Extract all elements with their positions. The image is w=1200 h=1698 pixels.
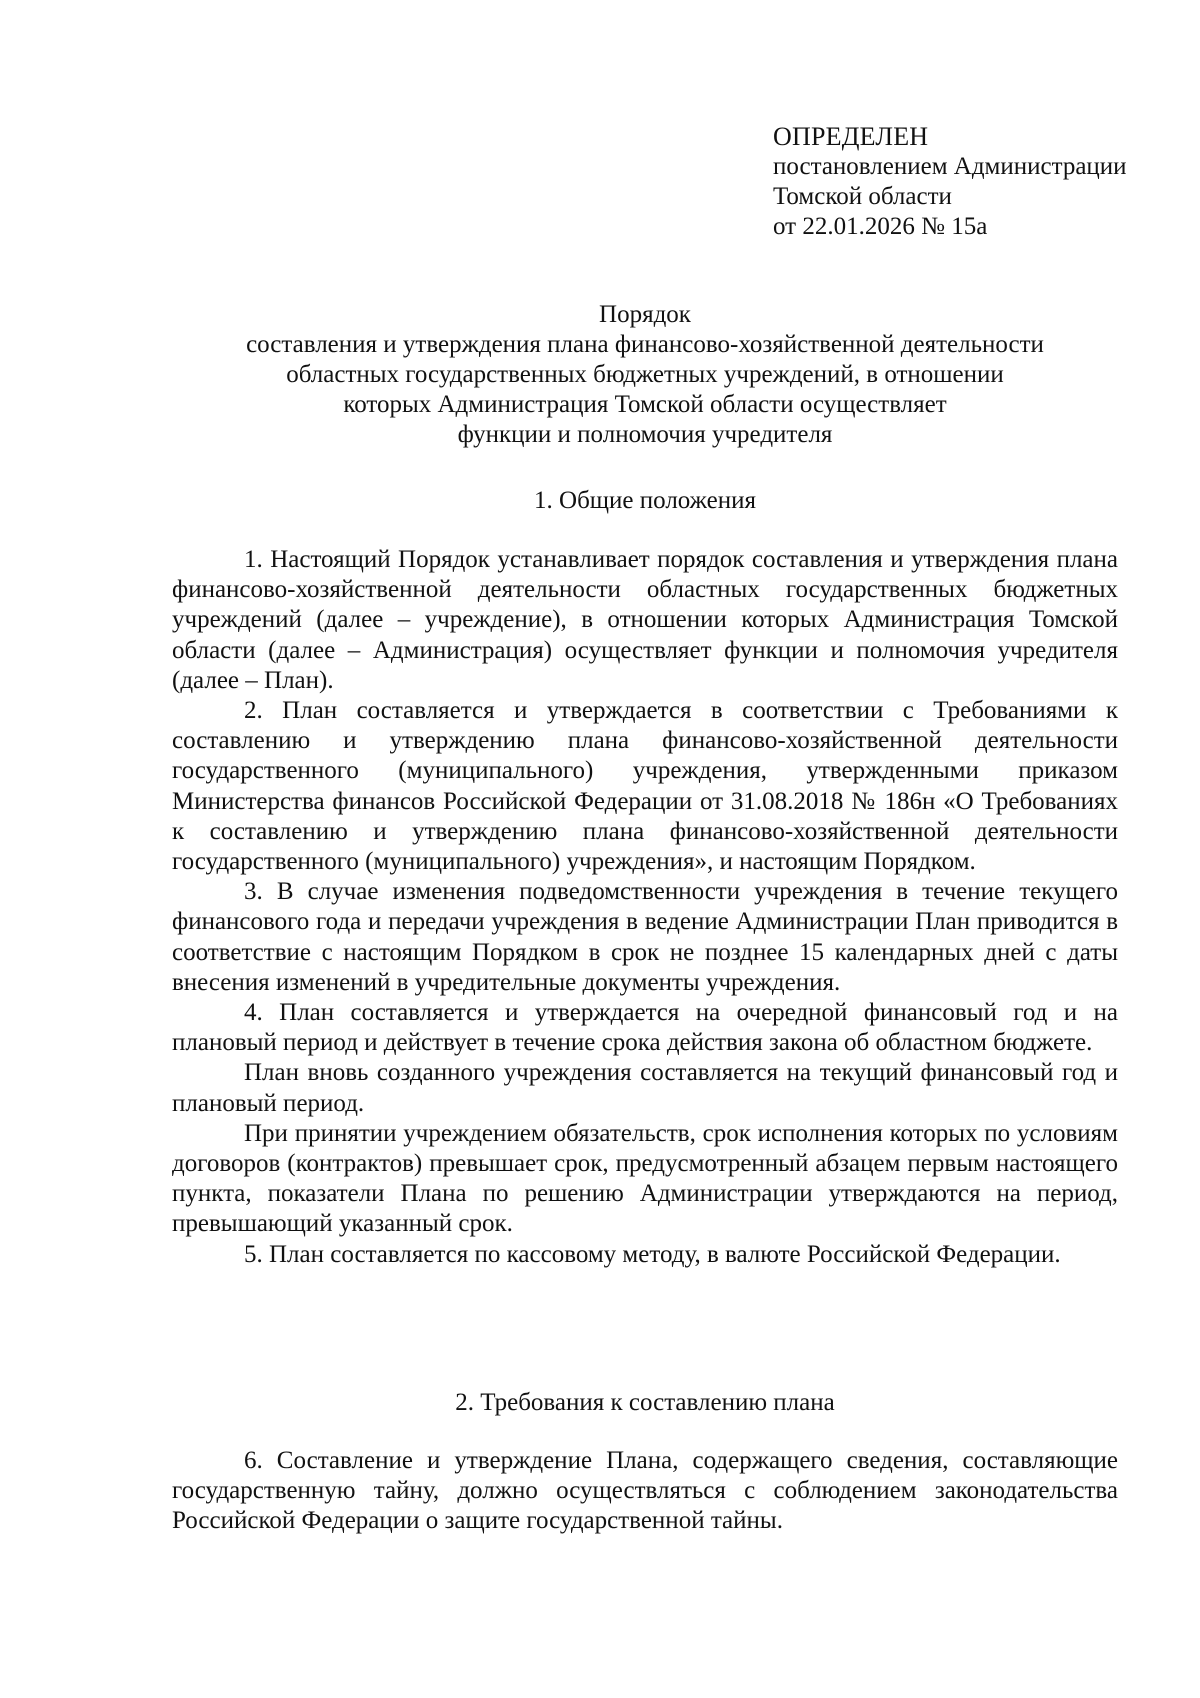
section-2-body bbox=[172, 1446, 1118, 1537]
approval-authority: постановлением Администрации bbox=[773, 153, 1127, 180]
paragraph-1: 1. Настоящий Порядок устанавливает порядок составления и утверждения плана финансово-хозяйственной деятельности областных государственных бюджетных учреждений (далее – учреждение), в отношении которых Администрация Томской области (далее – Администрация) осуществляет функции и полномочия учредителя (далее – План). bbox=[172, 546, 1118, 694]
section-2-heading: 2. Требования к составлению плана bbox=[455, 1389, 835, 1416]
approval-region: Томской области bbox=[773, 183, 952, 210]
paragraph-4: 4. План составляется и утверждается на очередной финансовый год и на плановый период и действует в течение срока действия закона об областном бюджете. bbox=[172, 999, 1118, 1057]
section-1-heading: 1. Общие положения bbox=[534, 487, 756, 514]
paragraph-2: 2. План составляется и утверждается в соответствии с Требованиями к составлению и утверждению плана финансово-хозяйственной деятельности государственного (муниципального) учреждения, утвержденными приказом Министерства финансов Российской Федерации от 31.08.2018 № 186н «О Требованиях к составлению и утверждению плана финансово-хозяйственной деятельности государственного (муниципального) учреждения», и настоящим Порядком. bbox=[172, 697, 1118, 876]
paragraph-4-obligations: При принятии учреждением обязательств, срок исполнения которых по условиям договоров (контрактов) превышает срок, предусмотренный абзацем первым настоящего пункта, показатели Плана по решению Администрации утверждаются на период, превышающий указанный срок. bbox=[172, 1119, 1118, 1238]
paragraph-5: 5. План составляется по кассовому методу, в валюте Российской Федерации. bbox=[244, 1240, 1061, 1268]
title-line-5: функции и полномочия учредителя bbox=[457, 421, 833, 448]
title-line-2: составления и утверждения плана финансово-хозяйственной деятельности bbox=[246, 331, 1044, 358]
approval-status: ОПРЕДЕЛЕН bbox=[773, 122, 929, 151]
section-1-body bbox=[172, 545, 1118, 1270]
title-line-4: которых Администрация Томской области осуществляет bbox=[343, 391, 947, 418]
document-title bbox=[172, 300, 1118, 450]
paragraph-3: 3. В случае изменения подведомственности учреждения в течение текущего финансового года и передачи учреждения в ведение Администрации План приводится в соответствие с настоящим Порядком в срок не позднее 15 календарных дней с даты внесения изменений в учредительные документы учреждения. bbox=[172, 878, 1118, 996]
paragraph-6: 6. Составление и утверждение Плана, содержащего сведения, составляющие государственную тайну, должно осуществляться с соблюдением законодательства Российской Федерации о защите государственной тайны. bbox=[172, 1447, 1118, 1535]
paragraph-4-new-institution: План вновь созданного учреждения составляется на текущий финансовый год и плановый период. bbox=[172, 1059, 1118, 1117]
approval-stamp bbox=[773, 122, 1173, 242]
title-line-3: областных государственных бюджетных учреждений, в отношении bbox=[286, 361, 1004, 388]
title-line-1: Порядок bbox=[599, 301, 691, 328]
approval-date-number: от 22.01.2026 № 15а bbox=[773, 213, 988, 240]
